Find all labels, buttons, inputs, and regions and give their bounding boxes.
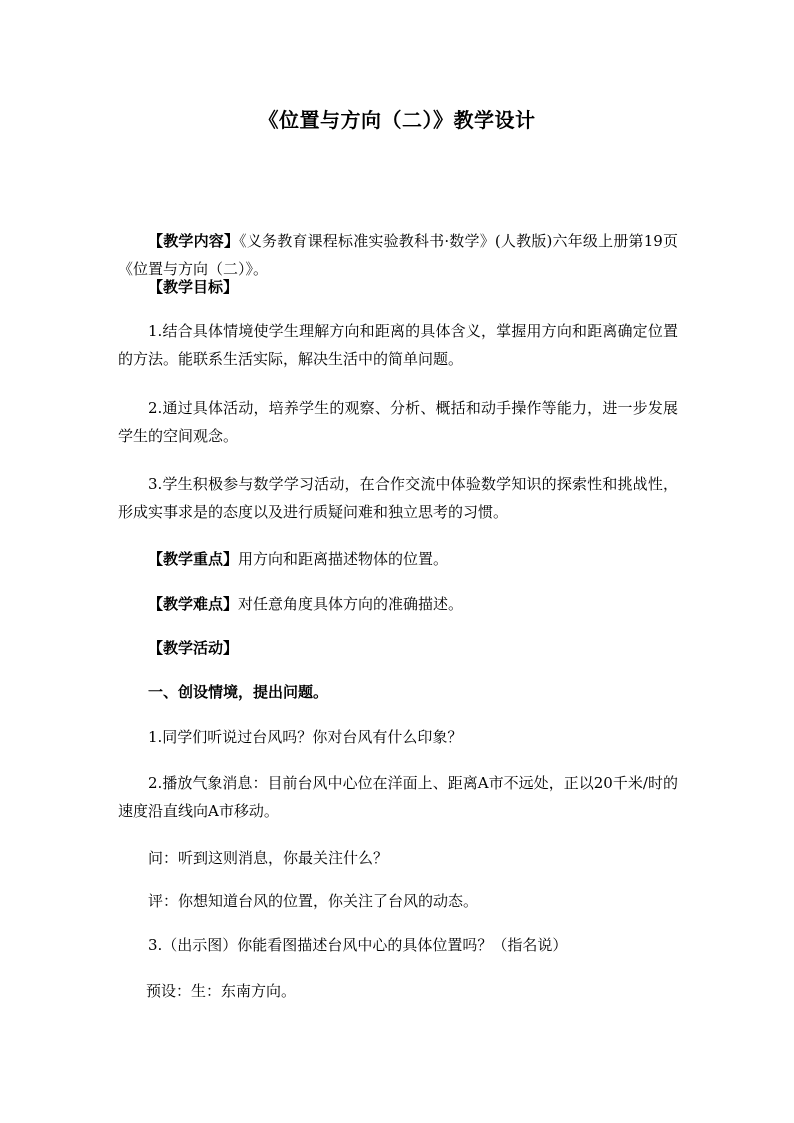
- teaching-difficulty-label: 【教学难点】: [148, 595, 239, 613]
- activity-item-3: 3.（出示图）你能看图描述台风中心的具体位置吗？（指名说）: [148, 936, 568, 954]
- teaching-content-label: 【教学内容】: [148, 232, 240, 250]
- activity-item-2: 2.播放气象消息：目前台风中心位在洋面上、距离A市不远处，正以20千米/时的速度沿直线向A市移动。: [118, 774, 678, 820]
- comment-paragraph: 评：你想知道台风的位置，你关注了台风的动态。: [148, 892, 479, 910]
- activity-item-1: 1.同学们听说过台风吗？你对台风有什么印象？: [148, 728, 463, 746]
- teaching-key-label: 【教学重点】: [148, 550, 239, 568]
- document-title: 《位置与方向（二）》教学设计: [258, 108, 536, 132]
- section-1-heading: 一、创设情境，提出问题。: [148, 683, 329, 701]
- teaching-content-text: 《义务教育课程标准实验教科书·数学》(人教版)六年级上册第19页《位置与方向（二）》。: [118, 232, 678, 278]
- teaching-key-text: 用方向和距离描述物体的位置。: [238, 550, 449, 568]
- question-paragraph: 问：听到这则消息，你最关注什么？: [148, 849, 389, 867]
- goal-2-paragraph: 2.通过具体活动，培养学生的观察、分析、概括和动手操作等能力，进一步发展学生的空间观念。: [118, 399, 678, 445]
- teaching-activities-heading: 【教学活动】: [148, 639, 239, 657]
- teaching-difficulty-text: 对任意角度具体方向的准确描述。: [238, 595, 464, 613]
- teaching-goals-heading: 【教学目标】: [148, 278, 239, 296]
- preset-paragraph: 预设：生：东南方向。: [146, 982, 297, 1000]
- teaching-key-paragraph: [118, 545, 678, 573]
- teaching-difficulty-paragraph: [118, 590, 678, 618]
- goal-1-paragraph: 1.结合具体情境使学生理解方向和距离的具体含义，掌握用方向和距离确定位置的方法。能联系生活实际，解决生活中的简单问题。: [118, 322, 678, 368]
- goal-3-paragraph: 3.学生积极参与数学学习活动，在合作交流中体验数学知识的探索性和挑战性，形成实事求是的态度以及进行质疑问难和独立思考的习惯。: [118, 475, 678, 521]
